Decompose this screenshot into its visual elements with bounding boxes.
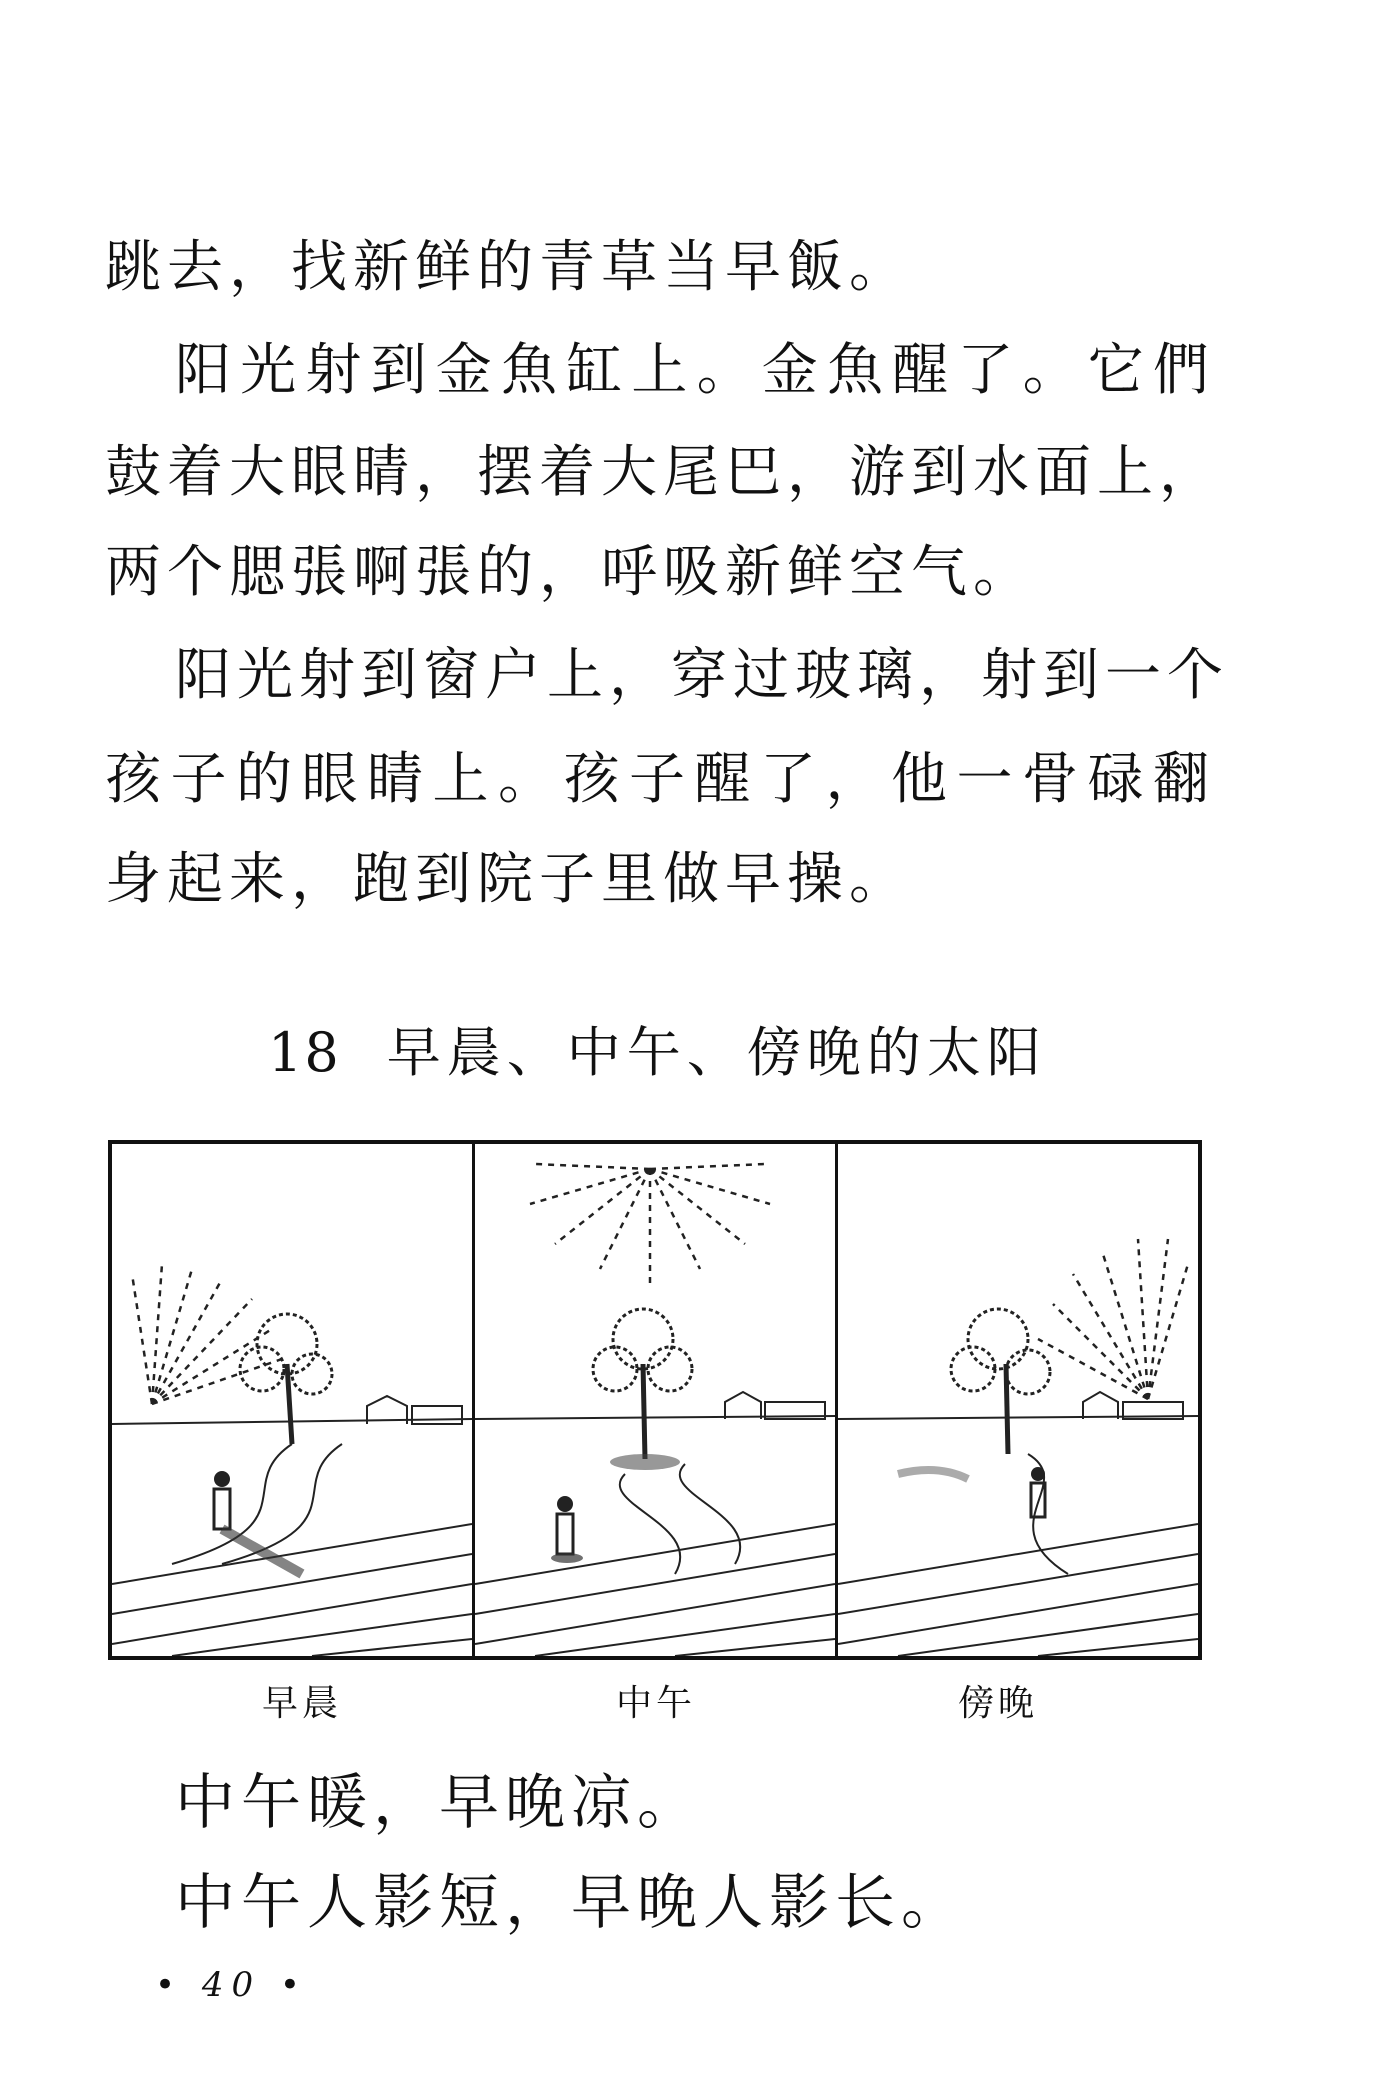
caption-noon: 中午 xyxy=(616,1683,697,1724)
paragraph-3-line-1: 阳光射到窗户上，穿过玻璃，射到一个 xyxy=(175,643,1229,708)
evening-houses xyxy=(1083,1392,1183,1419)
noon-sun-rays xyxy=(530,1164,770,1284)
paragraph-3-line-3: 身起来，跑到院子里做早操。 xyxy=(105,847,911,912)
evening-field-lines xyxy=(838,1524,1198,1656)
evening-tree xyxy=(951,1309,1050,1454)
morning-field-lines xyxy=(112,1524,472,1656)
noon-tree xyxy=(593,1309,692,1470)
rhyme-line-1: 中午暖，早晚凉。 xyxy=(175,1768,703,1838)
paragraph-3-line-2: 孩子的眼睛上。孩子醒了，他一骨碌翻 xyxy=(105,747,1215,812)
paragraph-1-line-1: 跳去，找新鲜的青草当早飯。 xyxy=(105,235,911,300)
noon-field-lines xyxy=(475,1524,835,1656)
noon-scene-drawing xyxy=(475,1144,835,1656)
evening-sun-rays xyxy=(1038,1239,1188,1399)
rhyme-line-2: 中午人影短，早晚人影长。 xyxy=(175,1868,967,1938)
caption-morning: 早晨 xyxy=(262,1683,343,1724)
morning-panel xyxy=(112,1144,475,1656)
morning-person xyxy=(214,1471,302,1574)
noon-houses xyxy=(725,1392,825,1419)
noon-panel xyxy=(475,1144,838,1656)
page-number: • 40 • xyxy=(155,1965,308,2005)
lesson-heading xyxy=(268,1010,1047,1087)
caption-evening: 傍晚 xyxy=(958,1683,1039,1724)
evening-person xyxy=(1031,1467,1045,1517)
morning-sun-rays xyxy=(132,1264,282,1404)
morning-tree xyxy=(240,1314,332,1444)
lesson-number: 18 xyxy=(268,1021,341,1084)
sun-illustration xyxy=(108,1140,1202,1660)
evening-panel xyxy=(838,1144,1198,1656)
evening-scene-drawing xyxy=(838,1144,1198,1656)
morning-scene-drawing xyxy=(112,1144,472,1656)
paragraph-2-line-1: 阳光射到金魚缸上。金魚醒了。它們 xyxy=(175,338,1215,403)
paragraph-2-line-3: 两个腮張啊張的，呼吸新鲜空气。 xyxy=(105,540,1035,605)
lesson-title: 早晨、中午、傍晚的太阳 xyxy=(386,1021,1047,1084)
paragraph-2-line-2: 鼓着大眼睛，摆着大尾巴，游到水面上， xyxy=(105,440,1221,505)
noon-person xyxy=(551,1496,583,1563)
